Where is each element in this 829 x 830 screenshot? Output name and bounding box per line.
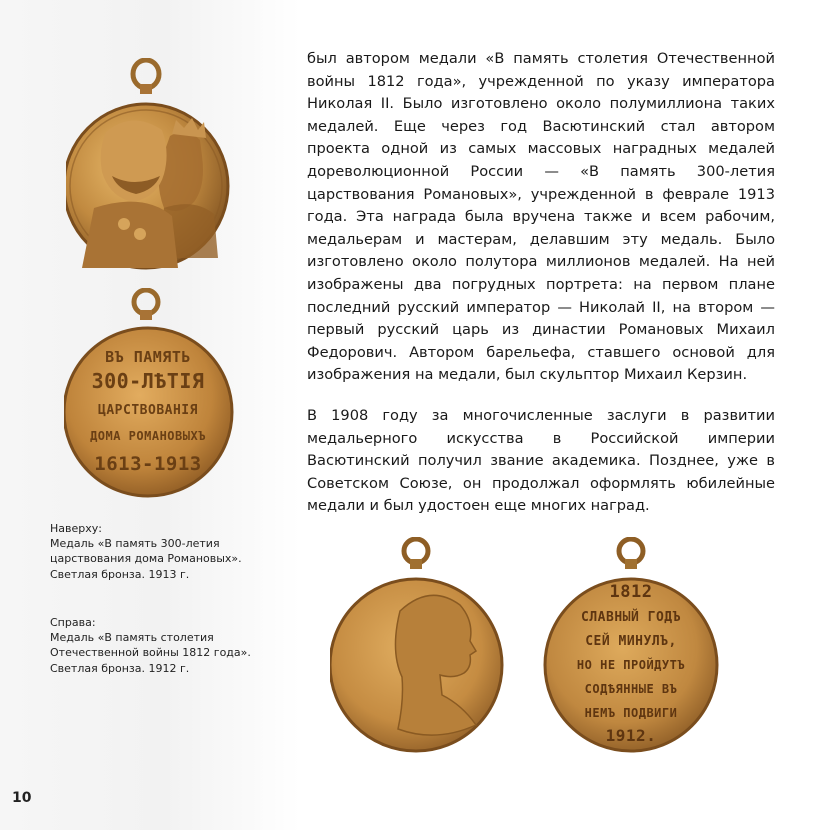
war1812-medal-obverse-image xyxy=(330,537,526,755)
war1812-reverse-line-6: НЕМЪ ПОДВИГИ xyxy=(584,706,678,720)
war1812-medal-reverse-image xyxy=(543,537,729,755)
romanov-reverse-line-1: ВЪ ПАМЯТЬ xyxy=(105,348,191,366)
caption-right-line: Медаль «В память столетия xyxy=(50,631,214,645)
caption-right xyxy=(50,615,290,676)
war1812-reverse-line-3: СЕЙ МИНУЛЪ, xyxy=(585,634,677,649)
caption-right-line: Светлая бронза. 1912 г. xyxy=(50,661,190,675)
war1812-reverse-line-7: 1912. xyxy=(605,726,657,745)
romanov-medal-reverse-image xyxy=(64,288,238,500)
romanov-reverse-line-5: 1613-1913 xyxy=(94,453,202,475)
caption-right-line: Отечественной войны 1812 года». xyxy=(50,646,251,660)
body-paragraph-1: был автором медали «В память столетия Отечественной войны 1812 года», учрежденной по указу императора Николая II. Было изготовлено около полумиллиона таких медалей. Еще через год Васютинский стал автором проекта одной из самых массовых наградных медалей дореволюционной России — «В память 300-летия царствования Романовых», учрежденной в феврале 1913 года. Эта награда была вручена также и всем рабочим, медальерам и мастерам, делавшим эту медаль. Было изготовлено около полутора миллионов медалей. На ней изображены два погрудных портрета: на первом плане последний русский император — Николай II, на втором — первый русский царь из династии Романовых Михаил Федорович. Автором барельефа, ставшего основой для изображения на медали, был скульптор Михаил Керзин. xyxy=(307,50,775,384)
romanov-reverse-line-2: 300-ЛѢТІЯ xyxy=(91,369,205,393)
caption-top-line: Светлая бронза. 1913 г. xyxy=(50,567,190,581)
caption-top-line: Медаль «В память 300-летия xyxy=(50,537,220,551)
body-paragraph-2: В 1908 году за многочисленные заслуги в развитии медальерного искусства в Российской империи Васютинский получил звание академика. Позднее, уже в Советском Союзе, он продолжал оформлять юбилейные медали и был удостоен еще многих наград. xyxy=(307,407,775,515)
romanov-medal-obverse-image xyxy=(66,58,236,272)
romanov-reverse-line-4: ДОМА РОМАНОВЫХЪ xyxy=(90,429,206,443)
war1812-reverse-line-5: СОДѢЯННЫЕ ВЪ xyxy=(584,682,678,696)
page-number: 10 xyxy=(12,790,32,806)
caption-top-line: царствования дома Романовых». xyxy=(50,552,242,566)
war1812-reverse-line-1: 1812 xyxy=(609,582,653,602)
romanov-reverse-line-3: ЦАРСТВОВАНІЯ xyxy=(98,403,198,418)
war1812-reverse-line-2: СЛАВНЫЙ ГОДЪ xyxy=(581,610,681,625)
caption-top-heading: Наверху: xyxy=(50,522,102,535)
war1812-reverse-line-4: НО НЕ ПРОЙДУТЪ xyxy=(576,658,686,672)
caption-top xyxy=(50,521,290,582)
caption-right-heading: Справа: xyxy=(50,616,96,629)
